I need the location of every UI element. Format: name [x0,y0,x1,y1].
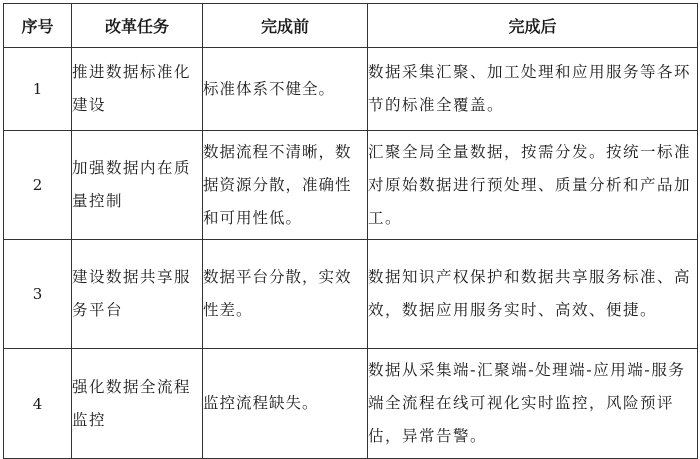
before-state: 数据平台分散，实效性差。 [203,240,368,349]
row-number: 2 [4,131,72,240]
table-row [4,131,698,240]
table-header-row [4,4,698,48]
header-after: 完成后 [368,4,698,48]
header-seq: 序号 [4,4,72,48]
after-state: 数据从采集端-汇聚端-处理端-应用端-服务端全流程在线可视化实时监控，风险预评估，异常告警。 [368,349,698,459]
after-state: 汇聚全局全量数据，按需分发。按统一标准对原始数据进行预处理、质量分析和产品加工。 [368,131,698,240]
reform-task: 建设数据共享服务平台 [72,240,203,349]
header-before: 完成前 [203,4,368,48]
reform-task: 加强数据内在质量控制 [72,131,203,240]
before-state: 监控流程缺失。 [203,349,368,459]
table-row [4,240,698,349]
reform-table [3,3,698,459]
before-state: 数据流程不清晰，数据资源分散，准确性和可用性低。 [203,131,368,240]
header-task: 改革任务 [72,4,203,48]
reform-task: 强化数据全流程监控 [72,349,203,459]
row-number: 3 [4,240,72,349]
after-state: 数据采集汇聚、加工处理和应用服务等各环节的标准全覆盖。 [368,48,698,131]
reform-task: 推进数据标准化建设 [72,48,203,131]
row-number: 1 [4,48,72,131]
table-row [4,48,698,131]
before-state: 标准体系不健全。 [203,48,368,131]
after-state: 数据知识产权保护和数据共享服务标准、高效，数据应用服务实时、高效、便捷。 [368,240,698,349]
row-number: 4 [4,349,72,459]
table-row [4,349,698,459]
